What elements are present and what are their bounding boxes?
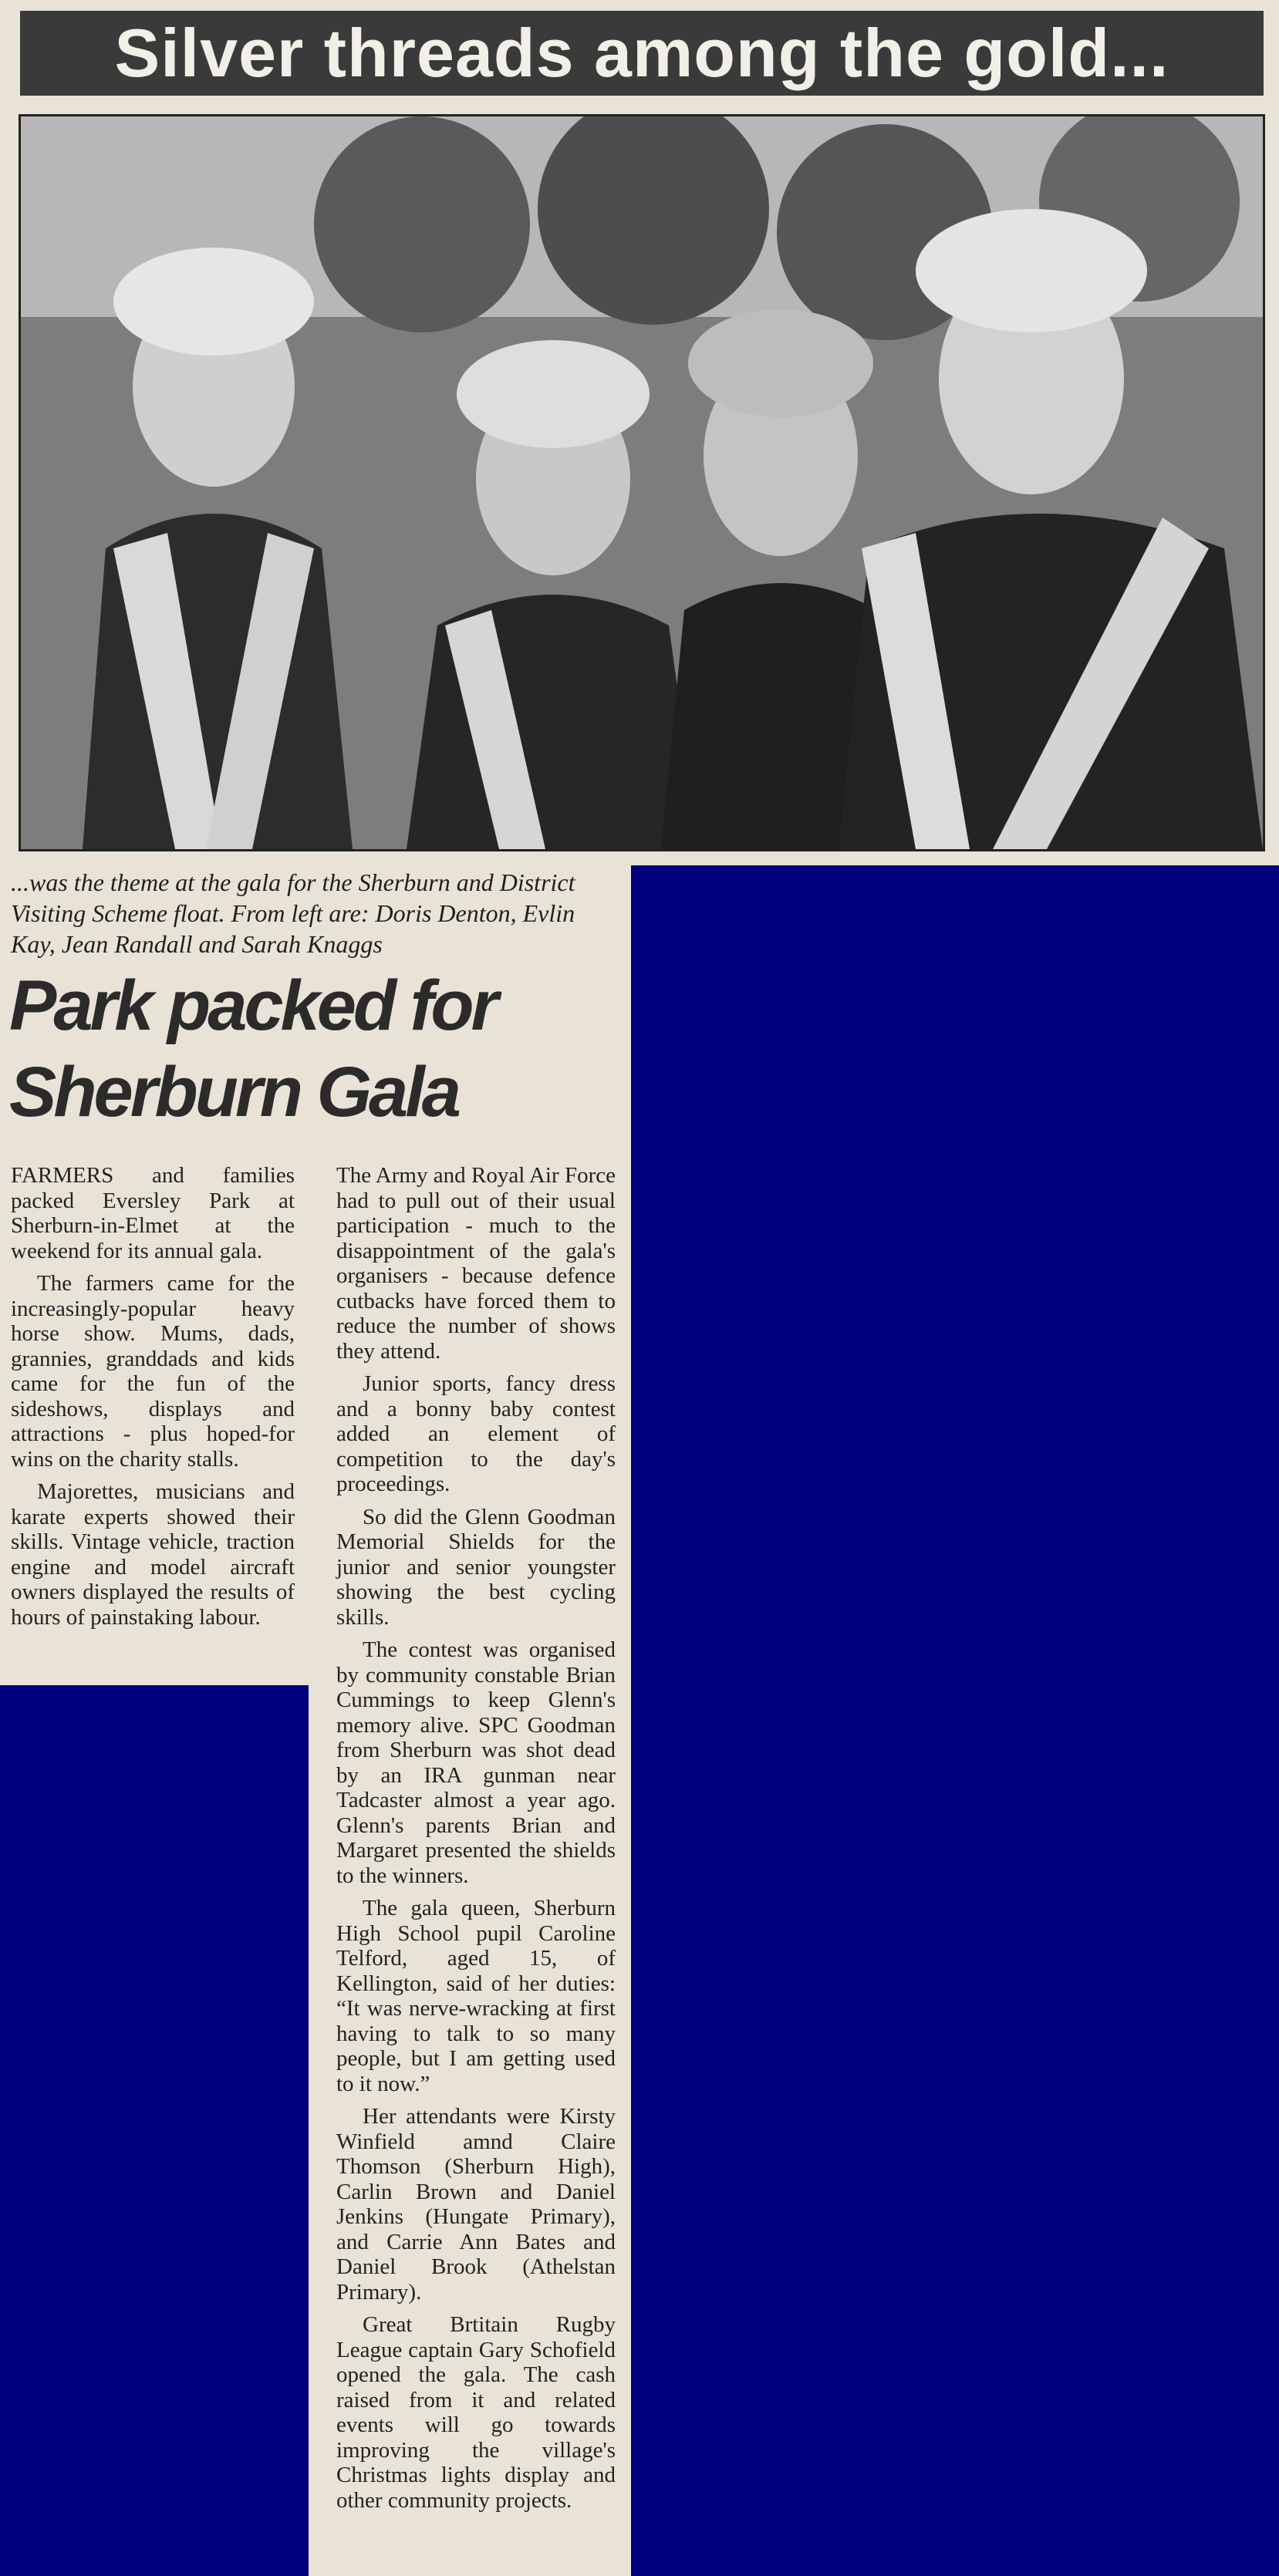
- photo-icon: [21, 116, 1263, 849]
- paragraph: Junior sports, fancy dress and a bonny baby contest added an element of competition to the day's proceedings.: [336, 1371, 616, 1496]
- paragraph: Great Brtitain Rugby League captain Gary Schofield opened the gala. The cash raised from it and related events will go towards improving the village's Christmas lights display and other community projects.: [336, 2312, 616, 2513]
- paragraph: The Army and Royal Air Force had to pull out of their usual participation - much to the disappointment of the gala's organisers - because defence cutbacks have forced them to reduce the number of shows they attend.: [336, 1163, 616, 1364]
- paragraph: So did the Glenn Goodman Memorial Shields for the junior and senior youngster showing the best cycling skills.: [336, 1504, 616, 1630]
- banner-title: Silver threads among the gold...: [20, 11, 1264, 96]
- article-headline: [9, 963, 626, 1135]
- news-photo: [19, 114, 1265, 851]
- paragraph: FARMERS and families packed Eversley Park at Sherburn-in-Elmet at the weekend for its annual gala.: [11, 1163, 295, 1263]
- headline-line-2: Sherburn Gala: [9, 1053, 458, 1131]
- headline-line-1: Park packed for: [9, 966, 496, 1045]
- photo-caption: ...was the theme at the gala for the Sherburn and District Visiting Scheme float. From left are: Doris Denton, Evlin Kay, Jean Randall and Sarah Knaggs: [11, 868, 575, 958]
- paragraph: Her attendants were Kirsty Winfield amnd Claire Thomson (Sherburn High), Carlin Brown and Daniel Jenkins (Hungate Primary), and Carrie Ann Bates and Daniel Brook (Athelstan Primary).: [336, 2104, 616, 2305]
- article-column-left: [11, 1163, 295, 1637]
- article-column-right: [336, 1163, 616, 2520]
- paragraph: The contest was organised by community constable Brian Cummings to keep Glenn's memory alive. SPC Goodman from Sherburn was shot dead by an IRA gunman near Tadcaster almost a year ago. Glenn's parents Brian and Margaret presented the shields to the winners.: [336, 1637, 616, 1888]
- paragraph: The farmers came for the increasingly-popular heavy horse show. Mums, dads, grannies, granddads and kids came for the fun of the sideshows, displays and attractions - plus hoped-for wins on the charity stalls.: [11, 1271, 295, 1472]
- paragraph: Majorettes, musicians and karate experts showed their skills. Vintage vehicle, traction engine and model aircraft owners displayed the results of hours of painstaking labour.: [11, 1479, 295, 1630]
- paragraph: The gala queen, Sherburn High School pupil Caroline Telford, aged 15, of Kellington, said of her duties: “It was nerve-wracking at first having to talk to so many people, but I am getting used to it now.”: [336, 1896, 616, 2096]
